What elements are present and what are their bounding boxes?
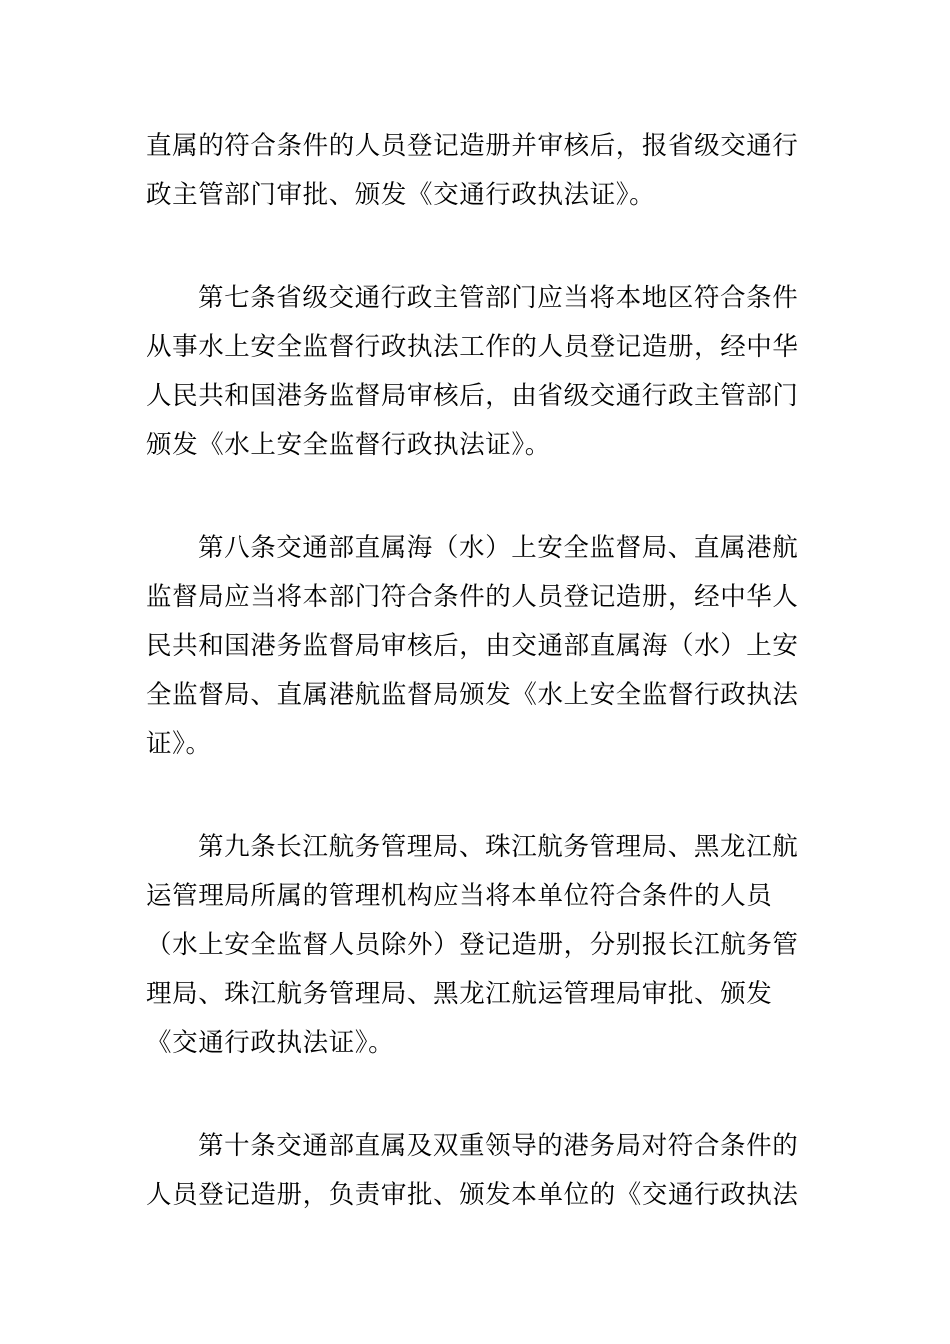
text-line: 理局、珠江航务管理局、黑龙江航运管理局审批、颁发 xyxy=(146,979,773,1009)
text-line: 第十条交通部直属及双重领导的港务局对符合条件的 xyxy=(198,1131,799,1161)
paragraph-gap xyxy=(146,769,808,823)
text-line: 民共和国港务监督局审核后，由交通部直属海（水）上安 xyxy=(146,631,799,661)
text-line: 全监督局、直属港航监督局颁发《水上安全监督行政执法 xyxy=(146,680,799,710)
text-line: 《交通行政执法证》。 xyxy=(146,1028,395,1058)
text-line: 政主管部门审批、颁发《交通行政执法证》。 xyxy=(146,180,656,210)
text-line: 第八条交通部直属海（水）上安全监督局、直属港航 xyxy=(198,533,799,563)
text-line: 第九条长江航务管理局、珠江航务管理局、黑龙江航 xyxy=(198,832,799,862)
paragraph-article-9 xyxy=(146,823,808,1068)
text-line: 人民共和国港务监督局审核后，由省级交通行政主管部门 xyxy=(146,381,799,411)
text-line: 第七条省级交通行政主管部门应当将本地区符合条件 xyxy=(198,283,799,313)
text-line: 人员登记造册，负责审批、颁发本单位的《交通行政执法 xyxy=(146,1180,799,1210)
document-page xyxy=(146,122,808,1220)
paragraph-article-10 xyxy=(146,1122,808,1220)
paragraph-gap xyxy=(146,1068,808,1122)
text-line: 监督局应当将本部门符合条件的人员登记造册，经中华人 xyxy=(146,582,799,612)
text-line: 运管理局所属的管理机构应当将本单位符合条件的人员 xyxy=(146,881,773,911)
paragraph-article-8 xyxy=(146,524,808,769)
text-line: 直属的符合条件的人员登记造册并审核后，报省级交通行 xyxy=(146,131,799,161)
text-line: （水上安全监督人员除外）登记造册，分别报长江航务管 xyxy=(146,930,799,960)
text-line: 证》。 xyxy=(146,729,212,759)
paragraph-gap xyxy=(146,470,808,524)
text-line: 颁发《水上安全监督行政执法证》。 xyxy=(146,430,551,460)
paragraph-article-7 xyxy=(146,274,808,470)
paragraph-gap xyxy=(146,220,808,274)
text-line: 从事水上安全监督行政执法工作的人员登记造册，经中华 xyxy=(146,332,799,362)
paragraph-continuation xyxy=(146,122,808,220)
